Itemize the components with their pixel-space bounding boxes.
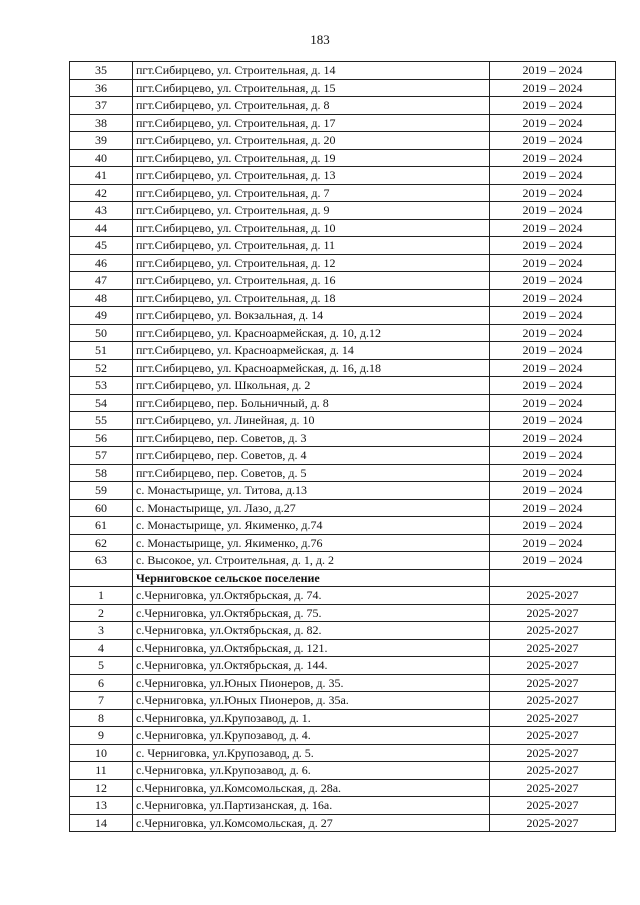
table-row [70,429,616,447]
address-cell: пгт.Сибирцево, ул. Строительная, д. 19 [133,149,490,167]
row-number-cell: 52 [70,359,133,377]
row-number-cell: 39 [70,132,133,150]
address-cell: с.Черниговка, ул.Октябрьская, д. 74. [133,587,490,605]
row-number-cell: 8 [70,709,133,727]
period-cell: 2019 – 2024 [490,167,616,185]
address-cell: с.Черниговка, ул.Партизанская, д. 16а. [133,797,490,815]
table-row [70,727,616,745]
period-cell: 2019 – 2024 [490,202,616,220]
period-cell: 2019 – 2024 [490,254,616,272]
period-cell: 2019 – 2024 [490,62,616,80]
table-row [70,289,616,307]
row-number-cell: 10 [70,744,133,762]
row-number-cell: 56 [70,429,133,447]
table-row [70,394,616,412]
table-row [70,202,616,220]
period-cell: 2019 – 2024 [490,237,616,255]
row-number-cell: 63 [70,552,133,570]
period-cell: 2019 – 2024 [490,184,616,202]
period-cell: 2019 – 2024 [490,429,616,447]
table-row [70,814,616,832]
period-cell: 2019 – 2024 [490,534,616,552]
period-cell: 2025-2027 [490,657,616,675]
period-cell: 2025-2027 [490,622,616,640]
address-cell: с. Монастырище, ул. Лазо, д.27 [133,499,490,517]
address-cell: пгт.Сибирцево, ул. Красноармейская, д. 16, д.18 [133,359,490,377]
row-number-cell: 2 [70,604,133,622]
table-row [70,622,616,640]
table-row [70,359,616,377]
row-number-cell: 55 [70,412,133,430]
row-number-cell: 3 [70,622,133,640]
period-cell: 2025-2027 [490,779,616,797]
row-number-cell: 1 [70,587,133,605]
period-cell: 2019 – 2024 [490,552,616,570]
period-cell: 2025-2027 [490,762,616,780]
row-number-cell: 40 [70,149,133,167]
row-number-cell: 42 [70,184,133,202]
row-number-cell: 46 [70,254,133,272]
address-cell: пгт.Сибирцево, ул. Школьная, д. 2 [133,377,490,395]
table-row [70,237,616,255]
period-cell: 2025-2027 [490,814,616,832]
address-cell: пгт.Сибирцево, пер. Советов, д. 4 [133,447,490,465]
table-row [70,254,616,272]
row-number-cell: 6 [70,674,133,692]
table-row [70,447,616,465]
table-row [70,307,616,325]
period-cell: 2019 – 2024 [490,464,616,482]
row-number-cell: 59 [70,482,133,500]
period-cell: 2025-2027 [490,639,616,657]
period-cell: 2025-2027 [490,604,616,622]
period-cell: 2025-2027 [490,674,616,692]
period-cell: 2025-2027 [490,709,616,727]
table-row [70,114,616,132]
table-row [70,709,616,727]
period-cell: 2019 – 2024 [490,79,616,97]
address-cell: с. Монастырище, ул. Якименко, д.76 [133,534,490,552]
address-cell: пгт.Сибирцево, ул. Вокзальная, д. 14 [133,307,490,325]
table-body [70,62,616,832]
row-number-cell: 9 [70,727,133,745]
table-row [70,272,616,290]
address-cell: с.Черниговка, ул.Октябрьская, д. 121. [133,639,490,657]
row-number-cell: 38 [70,114,133,132]
table-row [70,132,616,150]
row-number-cell: 11 [70,762,133,780]
address-cell: пгт.Сибирцево, ул. Строительная, д. 17 [133,114,490,132]
table-row [70,604,616,622]
address-cell: с.Черниговка, ул.Комсомольская, д. 27 [133,814,490,832]
row-number-cell: 58 [70,464,133,482]
row-number-cell: 44 [70,219,133,237]
table-row [70,324,616,342]
address-cell: пгт.Сибирцево, ул. Красноармейская, д. 10, д.12 [133,324,490,342]
address-cell: с.Черниговка, ул.Юных Пионеров, д. 35а. [133,692,490,710]
period-cell: 2019 – 2024 [490,272,616,290]
period-cell: 2025-2027 [490,692,616,710]
row-number-cell: 7 [70,692,133,710]
address-cell: с. Монастырище, ул. Якименко, д.74 [133,517,490,535]
page-number: 183 [310,32,330,47]
row-number-cell: 13 [70,797,133,815]
address-cell: с.Черниговка, ул.Юных Пионеров, д. 35. [133,674,490,692]
address-cell: с. Высокое, ул. Строительная, д. 1, д. 2 [133,552,490,570]
row-number-cell: 50 [70,324,133,342]
row-number-cell: 49 [70,307,133,325]
address-cell: пгт.Сибирцево, ул. Строительная, д. 20 [133,132,490,150]
address-cell: с.Черниговка, ул.Крупозавод, д. 6. [133,762,490,780]
row-number-cell: 35 [70,62,133,80]
table-row [70,674,616,692]
table-row [70,534,616,552]
period-cell: 2025-2027 [490,797,616,815]
row-number-cell: 36 [70,79,133,97]
table-row [70,62,616,80]
table-row [70,377,616,395]
address-cell: пгт.Сибирцево, ул. Линейная, д. 10 [133,412,490,430]
address-cell: с. Монастырище, ул. Титова, д.13 [133,482,490,500]
address-cell: пгт.Сибирцево, ул. Строительная, д. 9 [133,202,490,220]
address-cell: пгт.Сибирцево, ул. Строительная, д. 10 [133,219,490,237]
address-cell: с.Черниговка, ул.Октябрьская, д. 144. [133,657,490,675]
address-cell: с. Черниговка, ул.Крупозавод, д. 5. [133,744,490,762]
table-row [70,97,616,115]
period-cell: 2019 – 2024 [490,394,616,412]
row-number-cell: 51 [70,342,133,360]
address-cell: пгт.Сибирцево, ул. Строительная, д. 8 [133,97,490,115]
row-number-cell: 61 [70,517,133,535]
address-cell: с.Черниговка, ул.Крупозавод, д. 1. [133,709,490,727]
period-cell: 2019 – 2024 [490,132,616,150]
address-cell: пгт.Сибирцево, ул. Строительная, д. 11 [133,237,490,255]
table-row [70,412,616,430]
table-row [70,657,616,675]
period-cell: 2019 – 2024 [490,447,616,465]
row-number-cell: 53 [70,377,133,395]
address-cell: пгт.Сибирцево, ул. Строительная, д. 14 [133,62,490,80]
table-row [70,552,616,570]
row-number-cell: 48 [70,289,133,307]
address-cell: пгт.Сибирцево, ул. Строительная, д. 18 [133,289,490,307]
table-row [70,167,616,185]
period-cell: 2019 – 2024 [490,517,616,535]
period-cell: 2019 – 2024 [490,412,616,430]
row-number-cell: 54 [70,394,133,412]
period-cell: 2019 – 2024 [490,149,616,167]
row-number-cell: 47 [70,272,133,290]
period-cell: 2025-2027 [490,744,616,762]
table-row [70,219,616,237]
section-heading-row [70,569,616,587]
row-number-cell: 12 [70,779,133,797]
address-cell: пгт.Сибирцево, пер. Больничный, д. 8 [133,394,490,412]
table-row [70,517,616,535]
row-number-cell: 43 [70,202,133,220]
address-cell: пгт.Сибирцево, пер. Советов, д. 5 [133,464,490,482]
table-row [70,184,616,202]
row-number-cell: 14 [70,814,133,832]
address-cell: пгт.Сибирцево, ул. Строительная, д. 12 [133,254,490,272]
housing-list-table [69,61,616,832]
table-row [70,744,616,762]
address-cell: с.Черниговка, ул.Крупозавод, д. 4. [133,727,490,745]
row-number-cell: 60 [70,499,133,517]
row-number-cell: 45 [70,237,133,255]
address-cell: пгт.Сибирцево, ул. Строительная, д. 16 [133,272,490,290]
period-cell: 2019 – 2024 [490,342,616,360]
address-cell: пгт.Сибирцево, ул. Строительная, д. 7 [133,184,490,202]
section-number-cell [70,569,133,587]
section-heading: Черниговское сельское поселение [133,569,490,587]
period-cell: 2025-2027 [490,727,616,745]
row-number-cell: 5 [70,657,133,675]
address-cell: пгт.Сибирцево, ул. Строительная, д. 15 [133,79,490,97]
row-number-cell: 41 [70,167,133,185]
period-cell: 2019 – 2024 [490,359,616,377]
address-cell: с.Черниговка, ул.Октябрьская, д. 75. [133,604,490,622]
table-row [70,779,616,797]
section-period-cell [490,569,616,587]
row-number-cell: 4 [70,639,133,657]
row-number-cell: 62 [70,534,133,552]
period-cell: 2019 – 2024 [490,377,616,395]
table-row [70,499,616,517]
period-cell: 2019 – 2024 [490,324,616,342]
address-cell: с.Черниговка, ул.Октябрьская, д. 82. [133,622,490,640]
row-number-cell: 37 [70,97,133,115]
table-row [70,79,616,97]
period-cell: 2025-2027 [490,587,616,605]
table-row [70,797,616,815]
table-row [70,762,616,780]
row-number-cell: 57 [70,447,133,465]
period-cell: 2019 – 2024 [490,114,616,132]
period-cell: 2019 – 2024 [490,482,616,500]
table-row [70,692,616,710]
address-cell: с.Черниговка, ул.Комсомольская, д. 28а. [133,779,490,797]
table-row [70,342,616,360]
table-row [70,482,616,500]
table-row [70,149,616,167]
table-row [70,464,616,482]
period-cell: 2019 – 2024 [490,289,616,307]
period-cell: 2019 – 2024 [490,97,616,115]
period-cell: 2019 – 2024 [490,219,616,237]
address-cell: пгт.Сибирцево, ул. Красноармейская, д. 14 [133,342,490,360]
address-cell: пгт.Сибирцево, пер. Советов, д. 3 [133,429,490,447]
address-cell: пгт.Сибирцево, ул. Строительная, д. 13 [133,167,490,185]
period-cell: 2019 – 2024 [490,499,616,517]
table-row [70,587,616,605]
table-row [70,639,616,657]
period-cell: 2019 – 2024 [490,307,616,325]
